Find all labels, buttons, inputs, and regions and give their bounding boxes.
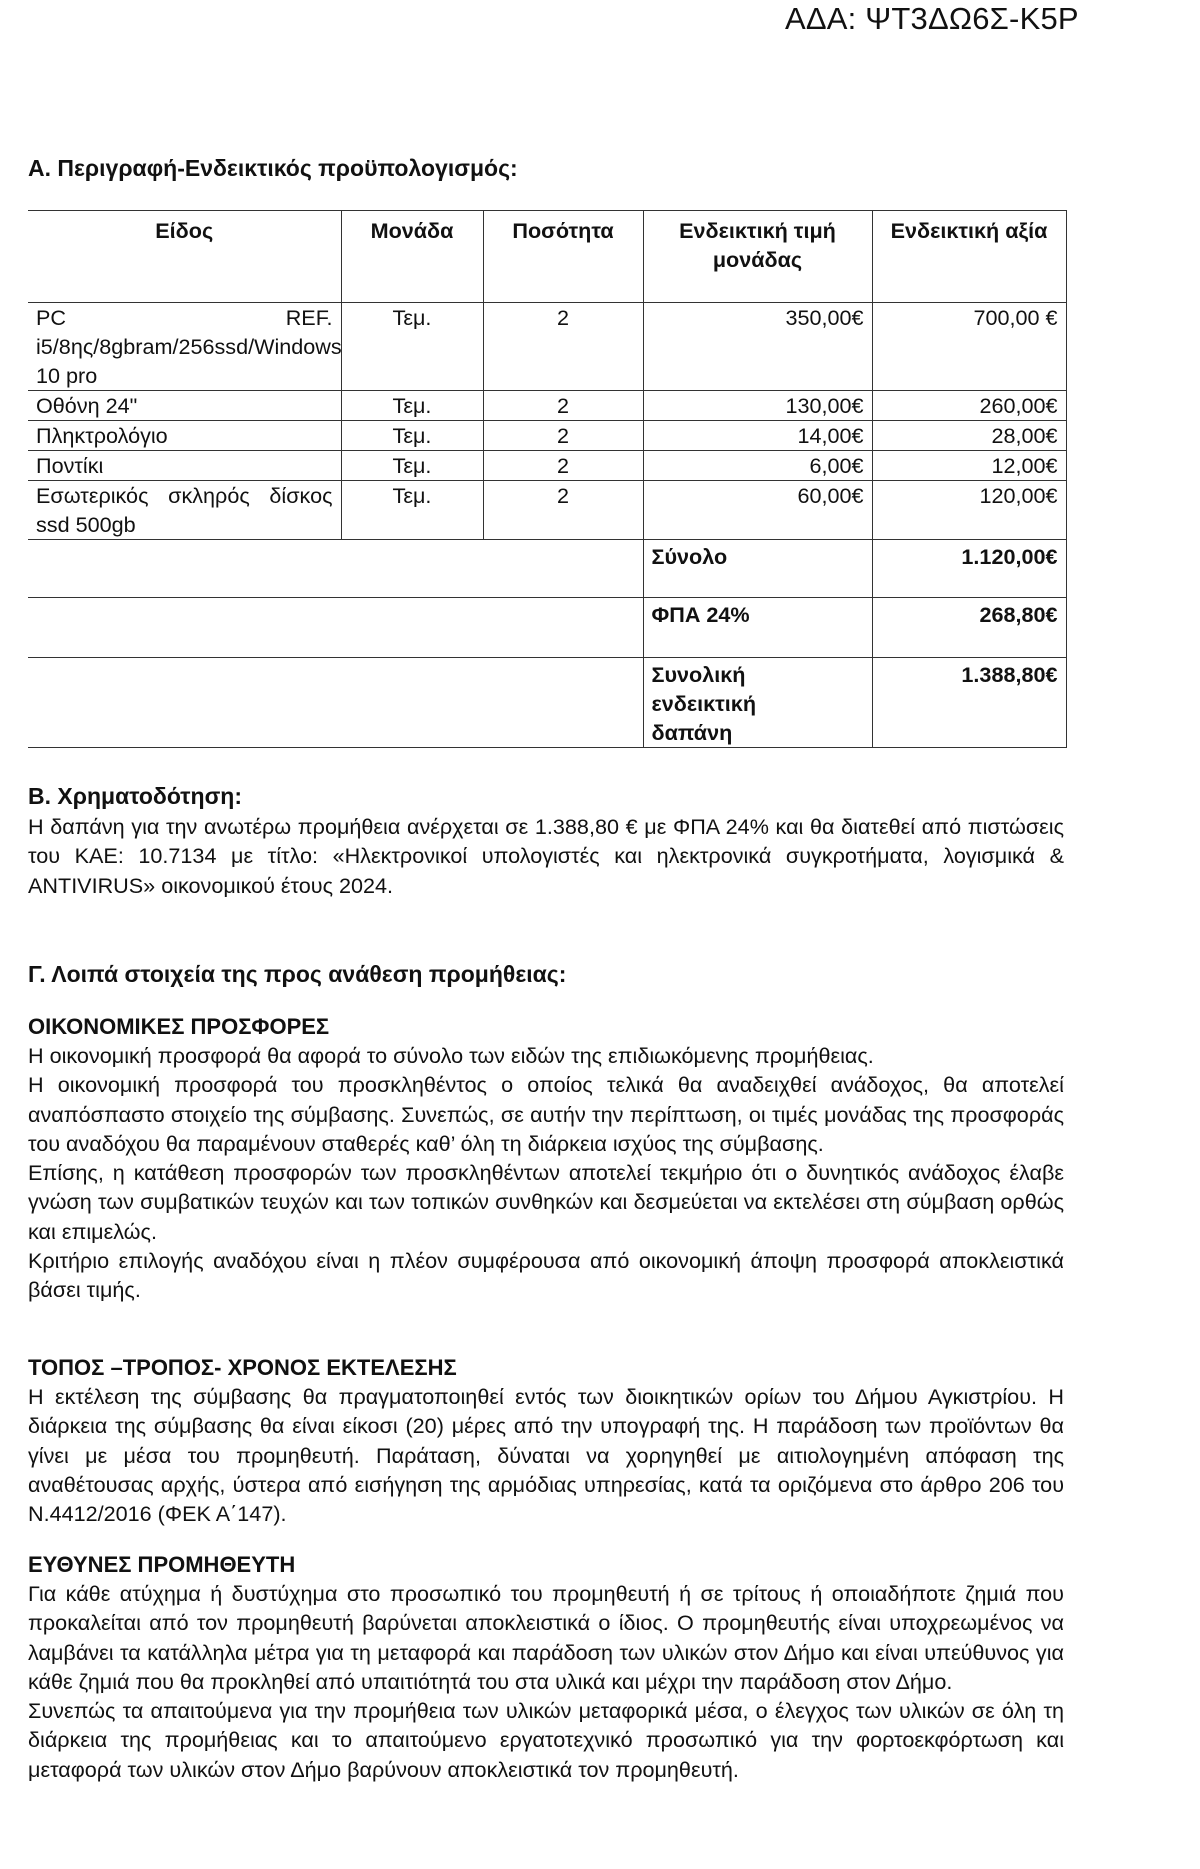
totals-row-grand-total — [28, 658, 1066, 748]
paragraph: Κριτήριο επιλογής αναδόχου είναι η πλέον συμφέρουσα από οικονομική άποψη προσφορά αποκλειστικά βάσει τιμής. — [28, 1248, 1064, 1303]
cell-unit-price: 60,00€ — [643, 481, 872, 540]
subtotal-value: 1.120,00€ — [872, 540, 1066, 598]
column-header-quantity: Ποσότητα — [483, 211, 643, 303]
supplier-liability-text — [28, 1579, 1064, 1784]
cell-unit: Τεμ. — [341, 421, 483, 451]
place-manner-time-text — [28, 1382, 1064, 1528]
budget-table — [28, 210, 1067, 748]
paragraph: Η οικονομική προσφορά του προσκληθέντος ο οποίος τελικά θα αναδειχθεί ανάδοχος, θα αποτελεί αναπόσπαστο στοιχείο της σύμβασης. Συνεπώς, σε αυτήν την περίπτωση, οι τιμές μονάδας της προσφοράς του αναδόχου θα παραμένουν σταθερές καθ’ όλη τη διάρκεια ισχύος της σύμβασης. — [28, 1072, 1064, 1156]
column-header-value: Ενδεικτική αξία — [872, 211, 1066, 303]
cell-item: Οθόνη 24" — [28, 391, 341, 421]
cell-unit-price: 14,00€ — [643, 421, 872, 451]
table-header-row — [28, 211, 1066, 303]
cell-item: Πληκτρολόγιο — [28, 421, 341, 451]
column-header-item: Είδος — [28, 211, 341, 303]
totals-row-vat — [28, 598, 1066, 658]
blank-cell — [28, 598, 643, 658]
cell-value: 700,00 € — [872, 303, 1066, 391]
blank-cell — [28, 540, 643, 598]
section-c-title: Γ. Λοιπά στοιχεία της προς ανάθεση προμήθειας: — [28, 961, 567, 987]
cell-item: Ποντίκι — [28, 451, 341, 481]
section-a-title: Α. Περιγραφή-Ενδεικτικός προϋπολογισμός: — [28, 155, 518, 181]
subtotal-label: Σύνολο — [643, 540, 872, 598]
document-ada-id: ΑΔΑ: ΨΤ3ΔΩ6Σ-Κ5Ρ — [785, 1, 1079, 36]
column-header-unit-price: Ενδεικτική τιμή μονάδας — [643, 211, 872, 303]
cell-unit: Τεμ. — [341, 303, 483, 391]
section-b-text — [28, 812, 1064, 900]
cell-value: 12,00€ — [872, 451, 1066, 481]
cell-value: 120,00€ — [872, 481, 1066, 540]
subsection-title-place-manner-time: ΤΟΠΟΣ –ΤΡΟΠΟΣ- ΧΡΟΝΟΣ ΕΚΤΕΛΕΣΗΣ — [28, 1355, 457, 1380]
cell-item: Εσωτερικός σκληρός δίσκος ssd 500gb — [28, 481, 341, 540]
grand-total-value: 1.388,80€ — [872, 658, 1066, 748]
grand-total-label: Συνολική ενδεικτική δαπάνη — [643, 658, 872, 748]
cell-item: PC REF. i5/8ης/8gbram/256ssd/Windows 10 pro — [28, 303, 341, 391]
paragraph: Η οικονομική προσφορά θα αφορά το σύνολο των ειδών της επιδιωκόμενης προμήθειας. — [28, 1043, 874, 1068]
table-row — [28, 451, 1066, 481]
cell-unit-price: 130,00€ — [643, 391, 872, 421]
totals-row-subtotal — [28, 540, 1066, 598]
vat-value: 268,80€ — [872, 598, 1066, 658]
section-b-title: Β. Χρηματοδότηση: — [28, 783, 243, 809]
cell-quantity: 2 — [483, 451, 643, 481]
paragraph: Για κάθε ατύχημα ή δυστύχημα στο προσωπικό του προμηθευτή ή σε τρίτους ή οποιαδήποτε ζημιά που προκαλείται από τον προμηθευτή βαρύνεται αποκλειστικά ο ίδιος. Ο προμηθευτής είναι υποχρεωμένος να λαμβάνει τα κατάλληλα μέτρα για τη μεταφορά και παράδοση των υλικών στον Δήμο και είναι υπεύθυνος για κάθε ζημιά που θα προκληθεί από υπαιτιότητά του στα υλικά και μέχρι την παράδοση στον Δήμο. — [28, 1581, 1064, 1694]
blank-cell — [28, 658, 643, 748]
table-row — [28, 421, 1066, 451]
cell-unit-price: 6,00€ — [643, 451, 872, 481]
cell-unit: Τεμ. — [341, 451, 483, 481]
cell-quantity: 2 — [483, 421, 643, 451]
paragraph: Επίσης, η κατάθεση προσφορών των προσκληθέντων αποτελεί τεκμήριο ότι ο δυνητικός ανάδοχος έλαβε γνώση των συμβατικών τευχών και των τοπικών συνθηκών και δεσμεύεται να εκτελέσει στη σύμβαση ορθώς και επιμελώς. — [28, 1160, 1064, 1244]
cell-quantity: 2 — [483, 481, 643, 540]
column-header-unit: Μονάδα — [341, 211, 483, 303]
cell-value: 28,00€ — [872, 421, 1066, 451]
cell-unit: Τεμ. — [341, 391, 483, 421]
subsection-title-supplier-liability: ΕΥΘΥΝΕΣ ΠΡΟΜΗΘΕΥΤΗ — [28, 1552, 296, 1577]
cell-unit: Τεμ. — [341, 481, 483, 540]
vat-label: ΦΠΑ 24% — [643, 598, 872, 658]
funding-paragraph: Η δαπάνη για την ανωτέρω προμήθεια ανέρχεται σε 1.388,80 € με ΦΠΑ 24% και θα διατεθεί από πιστώσεις του ΚΑΕ: 10.7134 με τίτλο: «Ηλεκτρονικοί υπολογιστές και ηλεκτρονικά συγκροτήματα, λογισμικά & ANTIVIRUS» οικονομικού έτους 2024. — [28, 814, 1064, 898]
table-row — [28, 481, 1066, 540]
cell-quantity: 2 — [483, 391, 643, 421]
financial-offers-text — [28, 1041, 1064, 1305]
subsection-title-financial-offers: ΟΙΚΟΝΟΜΙΚΕΣ ΠΡΟΣΦΟΡΕΣ — [28, 1014, 330, 1039]
table-row — [28, 303, 1066, 391]
cell-quantity: 2 — [483, 303, 643, 391]
table-row — [28, 391, 1066, 421]
paragraph: Συνεπώς τα απαιτούμενα για την προμήθεια των υλικών μεταφορικά μέσα, ο έλεγχος των υλικών σε όλη τη διάρκεια της προμήθειας και το απαιτούμενο εργατοτεχνικό προσωπικό για την φορτοεκφόρτωση και μεταφορά των υλικών στον Δήμο βαρύνουν αποκλειστικά τον προμηθευτή. — [28, 1698, 1064, 1782]
cell-value: 260,00€ — [872, 391, 1066, 421]
paragraph: Η εκτέλεση της σύμβασης θα πραγματοποιηθεί εντός των διοικητικών ορίων του Δήμου Αγκιστρίου. Η διάρκεια της σύμβασης θα είναι είκοσι (20) μέρες από την υπογραφή της. Η παράδοση των προϊόντων θα γίνει με μέσα του προμηθευτή. Παράταση, δύναται να χορηγηθεί με αιτιολογημένη απόφαση της αναθέτουσας αρχής, ύστερα από εισήγηση της αρμόδιας υπηρεσίας, κατά τα οριζόμενα στο άρθρο 206 του Ν.4412/2016 (ΦΕΚ Α΄147). — [28, 1384, 1064, 1527]
cell-unit-price: 350,00€ — [643, 303, 872, 391]
